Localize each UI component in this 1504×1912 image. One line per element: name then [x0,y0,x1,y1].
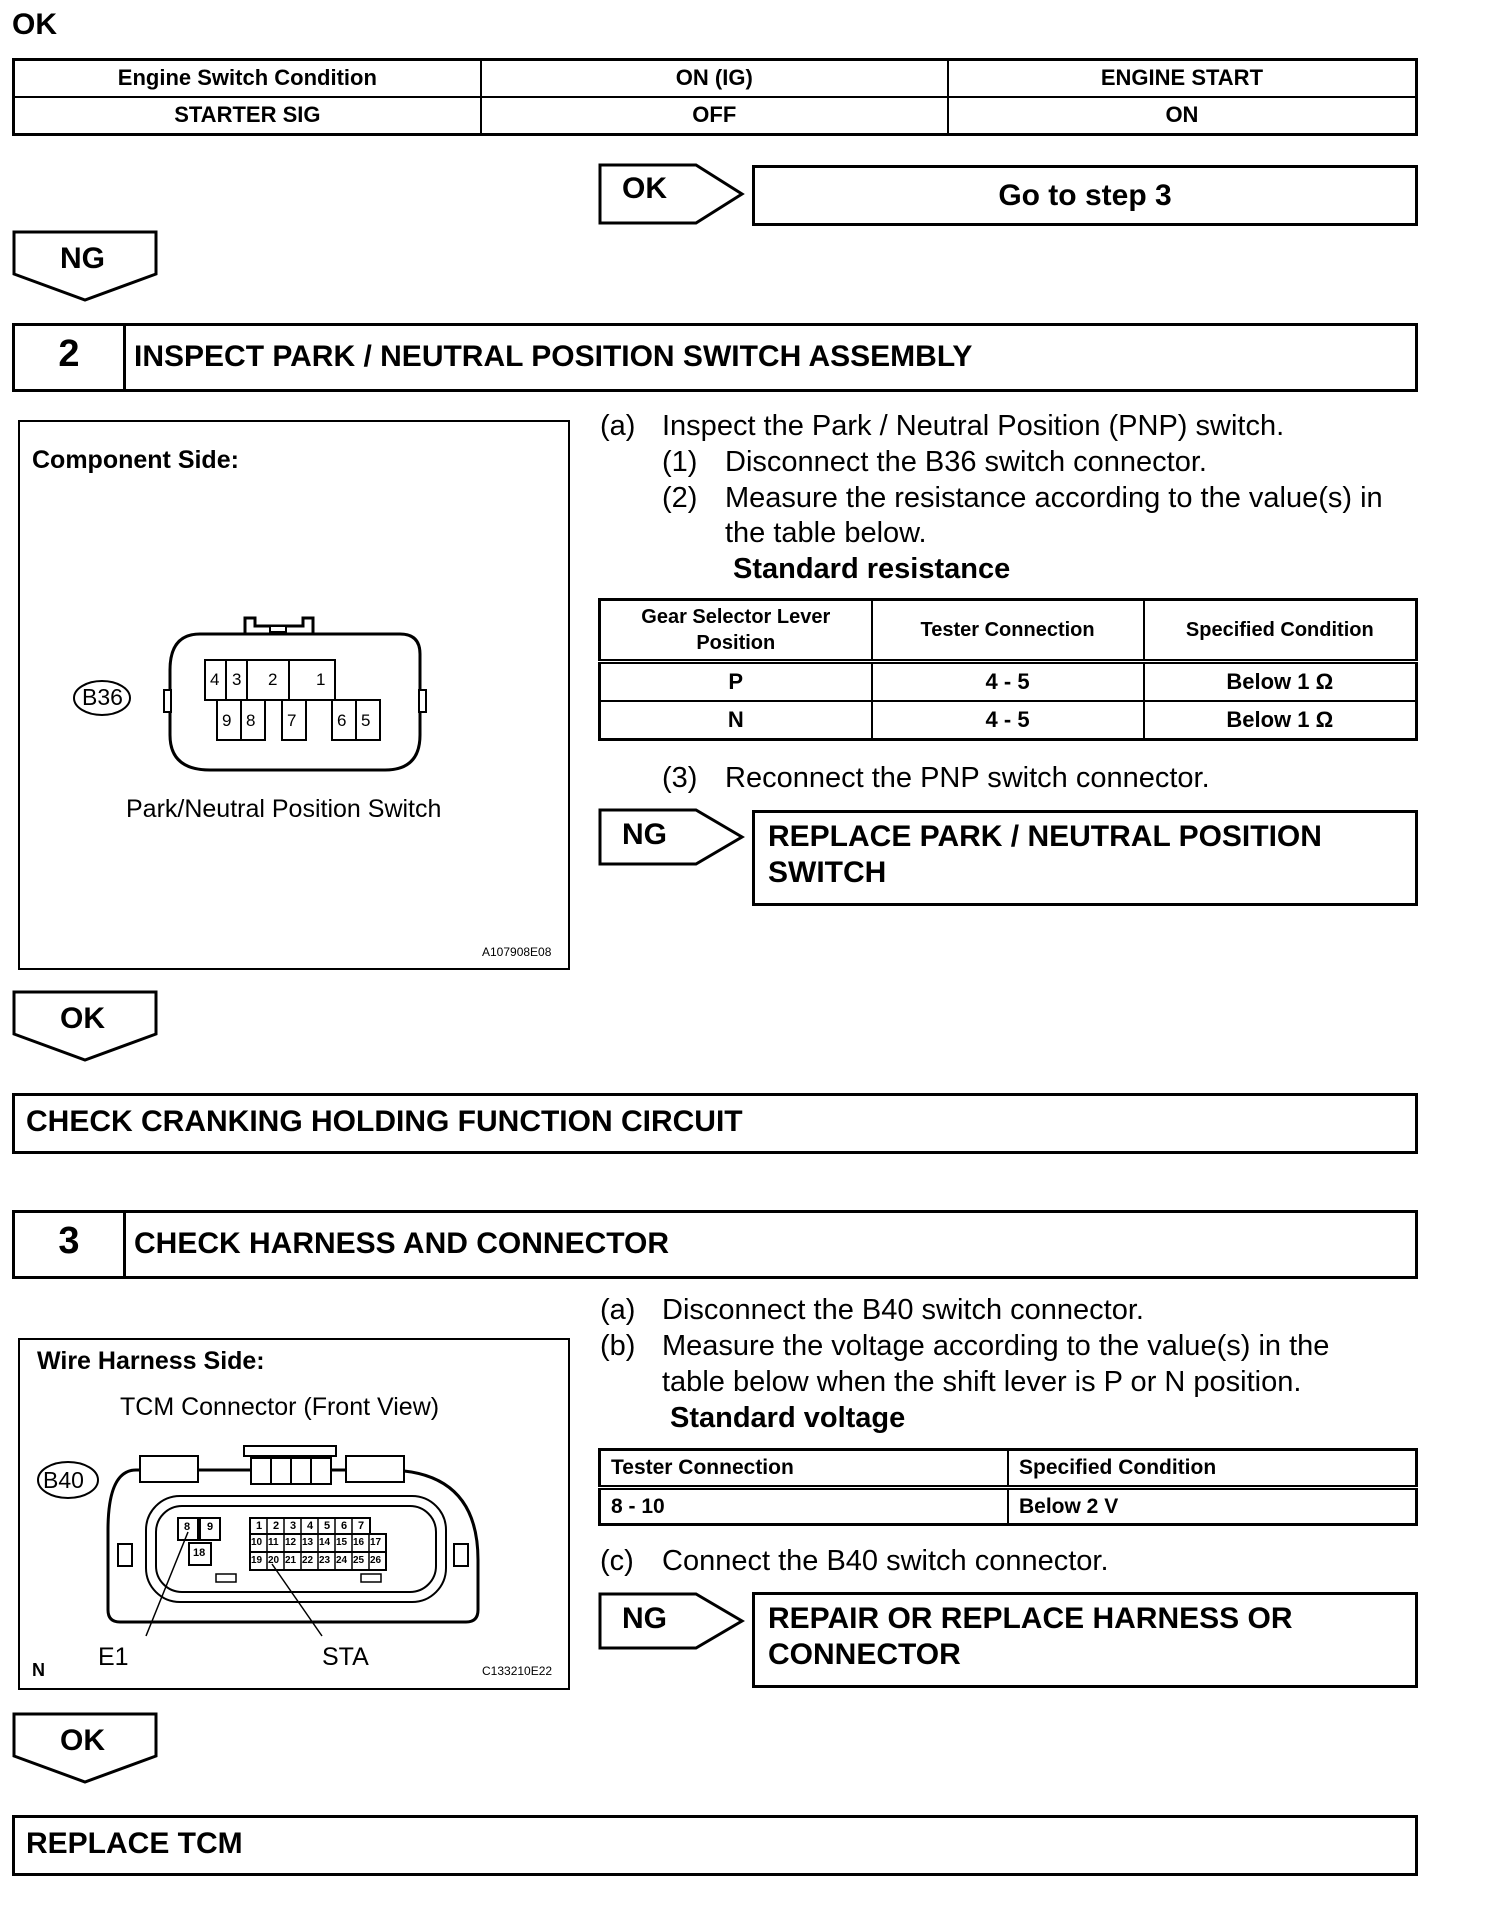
pin-number: 13 [302,1537,314,1548]
pin-label-e1: E1 [98,1643,129,1671]
pin-number: 15 [336,1537,348,1548]
result-text: SWITCH [768,856,887,889]
goto-step3-box[interactable]: Go to step 3 [752,165,1418,226]
pin-number: 24 [336,1555,348,1566]
pin-number: 9 [207,1521,214,1533]
instr-label: (3) [662,762,698,794]
pin-number: 16 [353,1537,365,1548]
table-row [600,701,1417,739]
table-cell: Below 2 V [1008,1488,1417,1525]
instr-text: Reconnect the PNP switch connector. [725,762,1210,794]
instr-text: Connect the B40 switch connector. [662,1545,1109,1577]
table-header: Specified Condition [1008,1450,1417,1488]
pin-number: 9 [222,711,232,730]
pin-number: 11 [268,1537,279,1548]
pin-number: 19 [251,1555,263,1566]
table-header-row [600,1450,1417,1488]
table-row [600,1488,1417,1525]
table-row [600,662,1417,702]
instr-label: (a) [600,410,636,442]
replace-tcm-text: REPLACE TCM [26,1827,243,1860]
figure-id: C133210E22 [482,1664,553,1678]
table-cell: N [600,701,872,739]
instr-text: Measure the voltage according to the value(s) in the [662,1330,1330,1362]
pin-number: 1 [256,1520,263,1532]
figure-id: A107908E08 [482,945,552,959]
pin-number: 26 [370,1555,382,1566]
result-text: CONNECTOR [768,1638,961,1671]
instr-text: Disconnect the B40 switch connector. [662,1294,1144,1326]
table-cell: 8 - 10 [600,1488,1009,1525]
table-cell: Below 1 Ω [1144,662,1417,702]
ng-arrow-label: NG [60,242,105,275]
figure-caption-bottom: Park/Neutral Position Switch [126,795,442,823]
ng-arrow-label: NG [622,1602,667,1635]
pin-number: 5 [324,1520,331,1532]
pin-number: 5 [361,711,371,730]
pin-number: 20 [268,1555,280,1566]
ok-arrow-label: OK [60,1724,105,1757]
step2-number: 2 [58,333,80,375]
resistance-table [598,598,1418,741]
instr-text: the table below. [725,517,927,549]
voltage-table [598,1448,1418,1526]
table-header: Gear Selector Lever Position [600,600,872,662]
pin-number: 14 [319,1537,331,1548]
instr-label: (c) [600,1545,634,1577]
figure-caption-sub: TCM Connector (Front View) [120,1393,440,1421]
step3-title: CHECK HARNESS AND CONNECTOR [134,1227,670,1260]
pin-number: 12 [285,1537,297,1548]
view-marker: N [32,1660,45,1680]
instr-label: (1) [662,446,698,478]
instr-label: (b) [600,1330,636,1362]
table-cell: 4 - 5 [872,662,1144,702]
instr-label: (a) [600,1294,636,1326]
pin-number: 2 [273,1520,280,1532]
next-step-text: CHECK CRANKING HOLDING FUNCTION CIRCUIT [26,1105,743,1138]
result-text: REPAIR OR REPLACE HARNESS OR [768,1602,1293,1635]
instr-text: Measure the resistance according to the value(s) in [725,482,1383,514]
table-cell: ON [948,97,1417,135]
ng-arrow-right [598,1592,746,1650]
table-cell: ON (IG) [481,60,948,97]
step3-number: 3 [58,1220,80,1262]
pin-number: 22 [302,1555,314,1566]
pin-number: 7 [287,711,297,730]
ng-arrow-right [598,808,746,866]
starter-signal-table [12,58,1418,136]
pin-label-sta: STA [322,1643,369,1671]
result-text: REPLACE PARK / NEUTRAL POSITION [768,820,1322,853]
table-cell: P [600,662,872,702]
table-row [14,60,1417,97]
ok-arrow-right [598,163,746,225]
pin-number: 8 [184,1521,191,1533]
table-header-row [600,600,1417,662]
pin-number: 6 [337,711,347,730]
pin-number: 21 [285,1555,297,1566]
top-ok-label: OK [12,8,57,41]
table-header: Specified Condition [1144,600,1417,662]
ng-arrow-label: NG [622,818,667,851]
table-cell: 4 - 5 [872,701,1144,739]
instr-label: (2) [662,482,698,514]
pin-number: 7 [358,1520,365,1532]
table-cell: Engine Switch Condition [14,60,481,97]
standard-title: Standard resistance [733,553,1011,585]
pin-number: 25 [353,1555,365,1566]
pin-number: 6 [341,1520,348,1532]
pin-number: 23 [319,1555,331,1566]
standard-title: Standard voltage [670,1402,906,1434]
table-cell: ENGINE START [948,60,1417,97]
pin-number: 17 [370,1537,382,1548]
pin-number: 4 [210,670,220,689]
table-header: Tester Connection [872,600,1144,662]
table-cell: OFF [481,97,948,135]
table-cell: STARTER SIG [14,97,481,135]
table-cell: Below 1 Ω [1144,701,1417,739]
figure-caption: Component Side: [32,446,239,474]
pin-number: 10 [251,1537,263,1548]
figure-caption: Wire Harness Side: [37,1347,265,1375]
pin-number: 18 [193,1547,206,1559]
instr-text: table below when the shift lever is P or N position. [662,1366,1302,1398]
ok-arrow-label: OK [622,172,667,205]
table-header: Tester Connection [600,1450,1009,1488]
step2-title: INSPECT PARK / NEUTRAL POSITION SWITCH ASSEMBLY [134,340,973,373]
pin-number: 2 [268,670,278,689]
instr-text: Inspect the Park / Neutral Position (PNP) switch. [662,410,1285,442]
connector-label-b36: B36 [82,684,123,710]
ok-arrow-label: OK [60,1002,105,1035]
pin-number: 3 [232,670,242,689]
table-row [14,97,1417,135]
connector-label-b40: B40 [43,1467,84,1493]
pin-number: 3 [290,1520,297,1532]
pin-number: 4 [307,1520,314,1532]
instr-text: Disconnect the B36 switch connector. [725,446,1207,478]
pin-number: 1 [316,670,326,689]
pin-number: 8 [246,711,256,730]
